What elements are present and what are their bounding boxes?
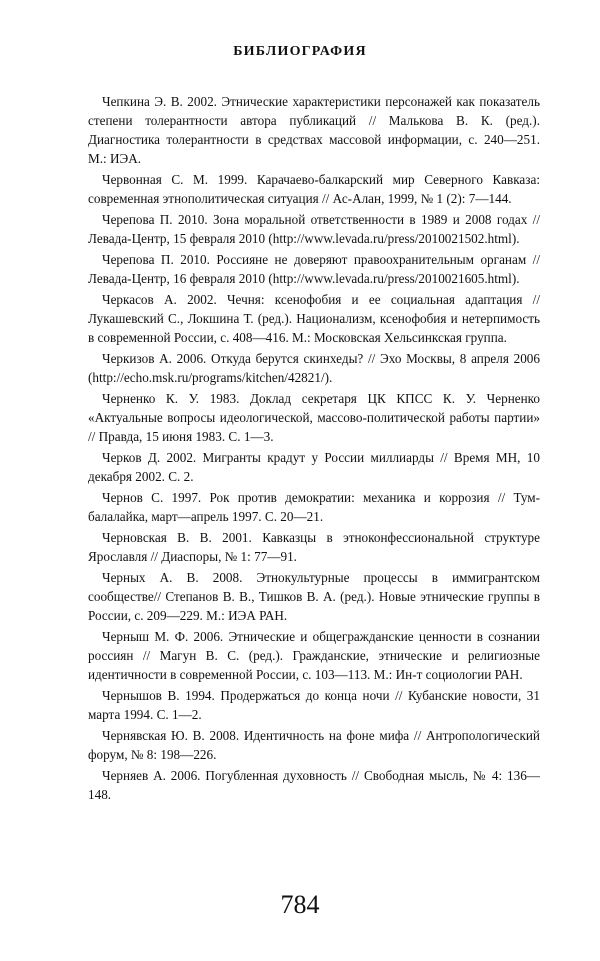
bibliography-entry: Черных А. В. 2008. Этнокультурные процессы в иммигрантском сообществе// Степанов В. В., Тишков В. А. (ред.). Новые этнические группы в России, с. 209—229. М.: ИЭА РАН. [88,570,540,623]
bibliography-entry: Чернышов В. 1994. Продержаться до конца ночи // Кубанские новости, 31 марта 1994. С. 1—2. [88,688,540,722]
bibliography-entry: Черепова П. 2010. Зона моральной ответственности в 1989 и 2008 годах // Левада-Центр, 15 февраля 2010 (http://www.levada.ru/press/2010021502.html). [88,212,540,246]
bibliography-entry: Черков Д. 2002. Мигранты крадут у России миллиарды // Время МН, 10 декабря 2002. С. 2. [88,450,540,484]
bibliography-entry: Червонная С. М. 1999. Карачаево-балкарский мир Северного Кавказа: современная этнополитическая ситуация // Ас-Алан, 1999, № 1 (2): 7—144. [88,172,540,206]
bibliography-list [88,92,540,806]
bibliography-entry: Черненко К. У. 1983. Доклад секретаря ЦК КПСС К. У. Черненко «Актуальные вопросы идеологической, массово-политической работы партии» // Правда, 15 июня 1983. С. 1—3. [88,391,540,444]
bibliography-entry: Черняев А. 2006. Погубленная духовность // Свободная мысль, № 4: 136—148. [88,768,540,802]
running-head: БИБЛИОГРАФИЯ [233,44,367,59]
bibliography-entry: Чернявская Ю. В. 2008. Идентичность на фоне мифа // Антропологический форум, № 8: 198—226. [88,728,540,762]
page-number: 784 [280,890,320,919]
bibliography-entry: Черепова П. 2010. Россияне не доверяют правоохранительным органам // Левада-Центр, 16 февраля 2010 (http://www.levada.ru/press/2010021605.html). [88,252,540,286]
bibliography-entry: Чернов С. 1997. Рок против демократии: механика и коррозия // Тум-балалайка, март—апрель 1997. С. 20—21. [88,490,540,524]
bibliography-entry: Чепкина Э. В. 2002. Этнические характеристики персонажей как показатель степени толерантности автора публикаций // Малькова В. К. (ред.). Диагностика толерантности в средствах массовой информации, с. 240—251. М.: ИЭА. [88,94,540,166]
bibliography-entry: Черкизов А. 2006. Откуда берутся скинхеды? // Эхо Москвы, 8 апреля 2006 (http://echo.msk.ru/programs/kitchen/42821/). [88,351,540,385]
bibliography-entry: Черновская В. В. 2001. Кавказцы в этноконфессиональной структуре Ярославля // Диаспоры, № 1: 77—91. [88,530,540,564]
bibliography-entry: Черкасов А. 2002. Чечня: ксенофобия и ее социальная адаптация // Лукашевский С., Локшина Т. (ред.). Национализм, ксенофобия и нетерпимость в современной России, с. 408—416. М.: Московская Хельсинкская группа. [88,292,540,345]
bibliography-entry: Черныш М. Ф. 2006. Этнические и общегражданские ценности в сознании россиян // Магун В. С. (ред.). Гражданские, этнические и религиозные идентичности в современной России, с. 103—113. М.: Ин-т социологии РАН. [88,629,540,682]
